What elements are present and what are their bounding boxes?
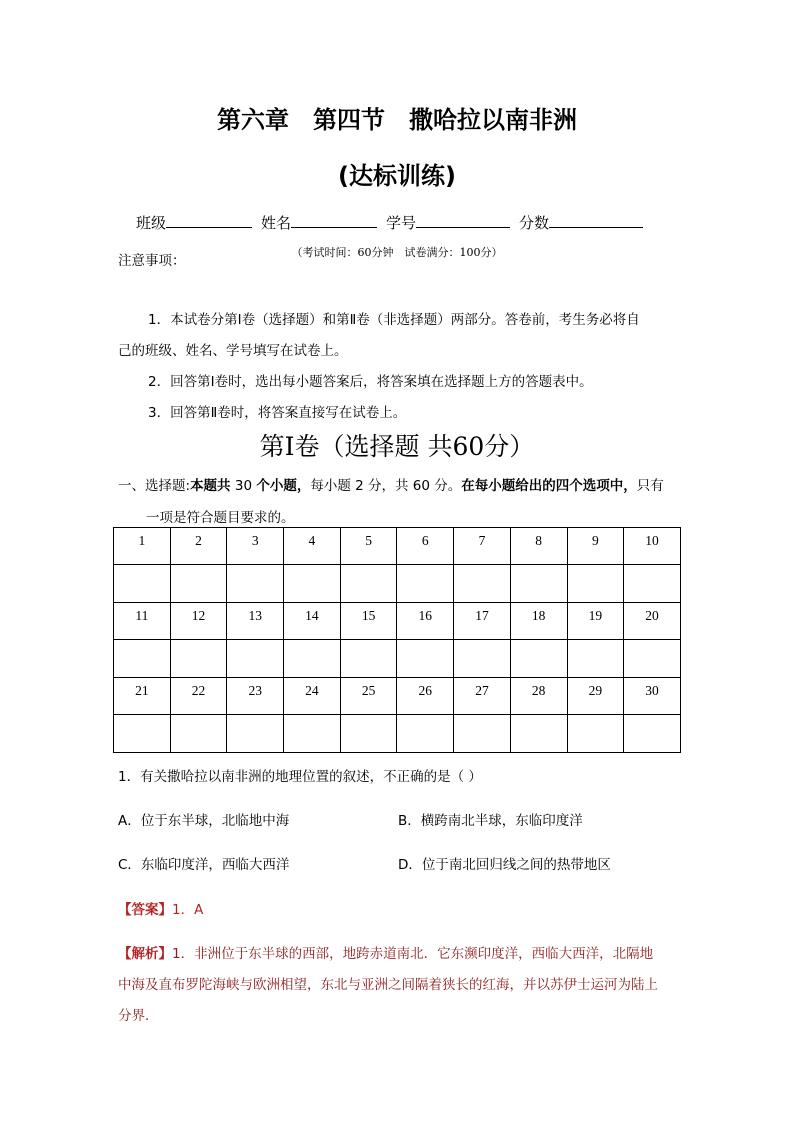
student-no-blank — [416, 211, 510, 228]
score-label: 分数 — [519, 214, 550, 232]
note-item-3: 3．回答第Ⅱ卷时，将答案直接写在试卷上。 — [148, 405, 407, 421]
grid-answer-cell[interactable] — [510, 565, 567, 603]
grid-answer-cell[interactable] — [227, 565, 284, 603]
exam-time-note: （考试时间：60分钟 试卷满分：100分） — [291, 246, 503, 259]
grid-number-row-2 — [114, 603, 681, 640]
grid-number-cell: 14 — [284, 603, 341, 640]
grid-number-cell: 24 — [284, 678, 341, 715]
grid-number-cell: 28 — [510, 678, 567, 715]
instr-count: 30 — [230, 478, 257, 494]
grid-answer-cell[interactable] — [170, 715, 227, 753]
grid-number-cell: 9 — [567, 528, 624, 565]
page-title: 第六章 第四节 撒哈拉以南非洲 — [217, 106, 577, 134]
grid-answer-cell[interactable] — [284, 565, 341, 603]
grid-number-cell: 7 — [454, 528, 511, 565]
instr-bold-3: 在每小题给出的四个选项中， — [461, 478, 637, 494]
page-subtitle: (达标训练) — [338, 162, 456, 190]
grid-number-cell: 13 — [227, 603, 284, 640]
section-title: 第Ⅰ卷（选择题 共60分） — [259, 432, 535, 461]
analysis-text-1: 1．非洲位于东半球的西部，地跨赤道南北．它东濒印度洋，西临大西洋，北隔地 — [172, 946, 654, 962]
class-label: 班级 — [136, 214, 167, 232]
grid-number-cell: 26 — [397, 678, 454, 715]
instr-plain-1: 每小题 2 分，共 60 分。 — [310, 478, 462, 494]
instr-bold-1: 本题共 — [190, 478, 231, 494]
grid-answer-cell[interactable] — [227, 715, 284, 753]
grid-number-cell: 11 — [114, 603, 171, 640]
grid-answer-cell[interactable] — [624, 565, 681, 603]
question-1-option-a: A．位于东半球，北临地中海 — [118, 813, 290, 829]
grid-answer-cell[interactable] — [624, 640, 681, 678]
question-1-option-c: C．东临印度洋，西临大西洋 — [118, 857, 290, 873]
grid-number-cell: 17 — [454, 603, 511, 640]
grid-answer-cell[interactable] — [397, 565, 454, 603]
note-item-1-line-2: 己的班级、姓名、学号填写在试卷上。 — [118, 343, 348, 359]
class-blank — [166, 211, 252, 228]
analysis-line-2: 中海及直布罗陀海峡与欧洲相望，东北与亚洲之间隔着狭长的红海，并以苏伊士运河为陆上 — [118, 977, 658, 993]
answer-label: 【答案】 — [118, 902, 172, 918]
grid-answer-cell[interactable] — [114, 715, 171, 753]
grid-answer-cell[interactable] — [567, 565, 624, 603]
note-item-2: 2．回答第Ⅰ卷时，选出每小题答案后，将答案填在选择题上方的答题表中。 — [148, 374, 593, 390]
grid-answer-cell[interactable] — [227, 640, 284, 678]
grid-number-cell: 2 — [170, 528, 227, 565]
grid-number-cell: 8 — [510, 528, 567, 565]
grid-answer-cell[interactable] — [340, 715, 397, 753]
name-blank — [291, 211, 377, 228]
question-1-option-d: D．位于南北回归线之间的热带地区 — [398, 857, 611, 873]
grid-answer-cell[interactable] — [284, 640, 341, 678]
grid-number-cell: 25 — [340, 678, 397, 715]
grid-answer-cell[interactable] — [397, 715, 454, 753]
grid-number-cell: 12 — [170, 603, 227, 640]
analysis-line-3: 分界． — [118, 1008, 159, 1024]
instr-bold-2: 个小题， — [256, 478, 311, 494]
instr-lead: 一、选择题 — [118, 478, 186, 494]
grid-number-row-1 — [114, 528, 681, 565]
notes-heading: 注意事项： — [118, 253, 186, 269]
section-instruction — [118, 474, 664, 494]
grid-number-cell: 19 — [567, 603, 624, 640]
grid-answer-cell[interactable] — [454, 715, 511, 753]
grid-number-cell: 22 — [170, 678, 227, 715]
grid-number-cell: 27 — [454, 678, 511, 715]
grid-answer-cell[interactable] — [114, 640, 171, 678]
grid-number-cell: 10 — [624, 528, 681, 565]
grid-answer-cell[interactable] — [454, 565, 511, 603]
grid-answer-cell[interactable] — [114, 565, 171, 603]
grid-answer-cell[interactable] — [397, 640, 454, 678]
grid-number-cell: 3 — [227, 528, 284, 565]
grid-answer-row-2 — [114, 640, 681, 678]
grid-answer-row-1 — [114, 565, 681, 603]
answer-line — [118, 898, 203, 918]
grid-answer-cell[interactable] — [170, 565, 227, 603]
question-1-option-b: B．横跨南北半球，东临印度洋 — [398, 813, 583, 829]
grid-number-cell: 16 — [397, 603, 454, 640]
answer-value: 1．A — [172, 902, 204, 918]
grid-answer-cell[interactable] — [170, 640, 227, 678]
analysis-line-1 — [118, 942, 653, 962]
note-item-1-line-1: 1．本试卷分第Ⅰ卷（选择题）和第Ⅱ卷（非选择题）两部分。答卷前，考生务必将自 — [148, 312, 640, 328]
grid-answer-row-3 — [114, 715, 681, 753]
grid-answer-cell[interactable] — [510, 640, 567, 678]
score-blank — [549, 211, 643, 228]
section-instruction-line-2: 一项是符合题目要求的。 — [146, 510, 295, 526]
grid-number-cell: 30 — [624, 678, 681, 715]
answer-grid — [113, 527, 681, 753]
student-info-row — [136, 211, 643, 233]
instr-plain-2: 只有 — [636, 478, 664, 494]
analysis-label: 【解析】 — [118, 946, 172, 962]
grid-number-cell: 6 — [397, 528, 454, 565]
grid-number-row-3 — [114, 678, 681, 715]
question-1-stem: 1．有关撒哈拉以南非洲的地理位置的叙述，不正确的是（ ） — [118, 769, 482, 785]
name-label: 姓名 — [261, 214, 292, 232]
grid-number-cell: 20 — [624, 603, 681, 640]
grid-number-cell: 23 — [227, 678, 284, 715]
grid-answer-cell[interactable] — [567, 640, 624, 678]
grid-number-cell: 1 — [114, 528, 171, 565]
grid-number-cell: 4 — [284, 528, 341, 565]
grid-answer-cell[interactable] — [340, 640, 397, 678]
grid-number-cell: 5 — [340, 528, 397, 565]
grid-answer-cell[interactable] — [510, 715, 567, 753]
grid-answer-cell[interactable] — [624, 715, 681, 753]
student-no-label: 学号 — [386, 214, 417, 232]
grid-answer-cell[interactable] — [340, 565, 397, 603]
grid-answer-cell[interactable] — [284, 715, 341, 753]
grid-answer-cell[interactable] — [454, 640, 511, 678]
instr-colon: : — [185, 478, 191, 494]
grid-number-cell: 18 — [510, 603, 567, 640]
grid-number-cell: 29 — [567, 678, 624, 715]
grid-answer-cell[interactable] — [567, 715, 624, 753]
grid-number-cell: 15 — [340, 603, 397, 640]
grid-number-cell: 21 — [114, 678, 171, 715]
